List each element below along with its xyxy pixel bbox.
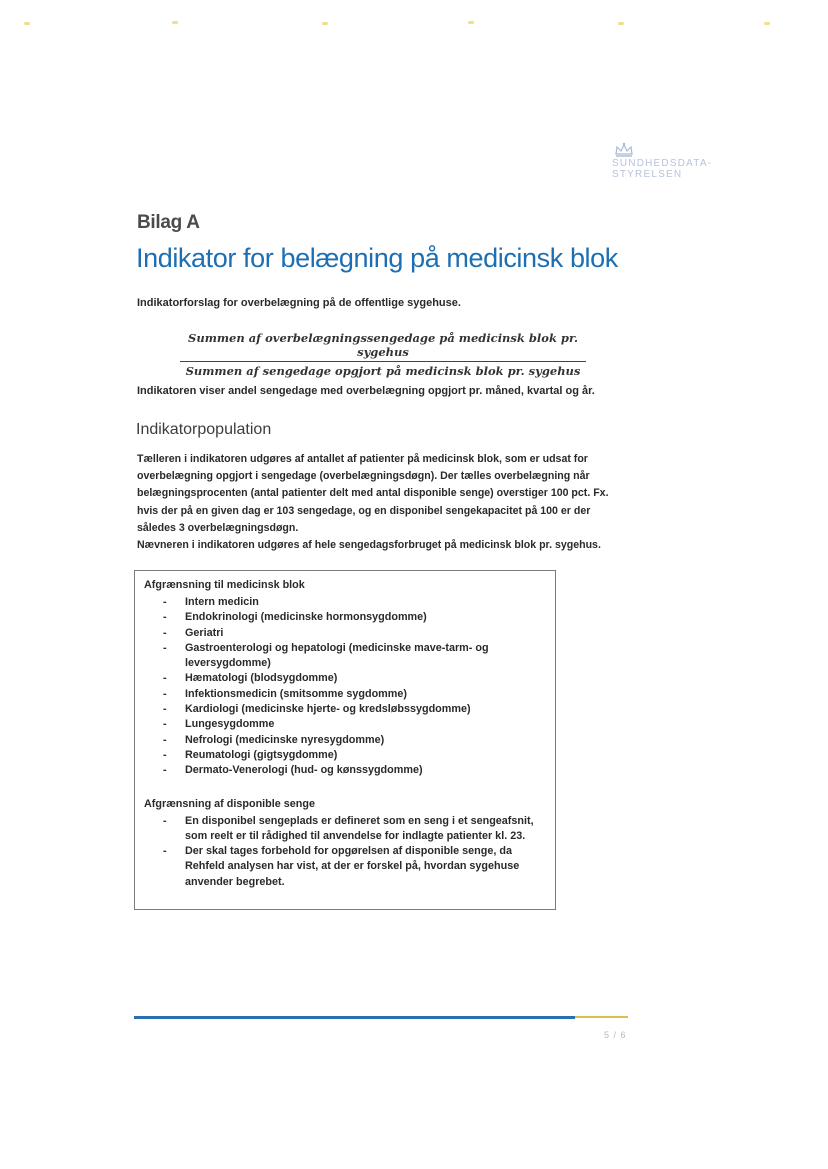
- list-item: - Dermato-Venerologi (hud- og kønssygdomme): [144, 763, 541, 778]
- list-item: - Lungesygdomme: [144, 717, 541, 732]
- scan-speck: [764, 22, 770, 25]
- logo-text-line2: STYRELSEN: [612, 169, 683, 180]
- population-paragraph-denominator: Nævneren i indikatoren udgøres af hele sengedagsforbruget på medicinsk blok pr. sygehus.: [137, 539, 601, 552]
- footer-rule-gold: [575, 1016, 628, 1018]
- list-item: - Kardiologi (medicinske hjerte- og kredsløbssygdomme): [144, 702, 541, 717]
- page-number: 5 / 6: [604, 1030, 627, 1040]
- disponible-senge-heading: Afgrænsning af disponible senge: [144, 797, 315, 810]
- crown-icon: [614, 142, 634, 158]
- list-item: - En disponibel sengeplads er defineret som en seng i et sengeafsnit, som reelt er til rådighed til anvendelse for indlagte patienter kl. 23.: [144, 814, 541, 845]
- indicator-proposal-subhead: Indikatorforslag for overbelægning på de offentlige sygehuse.: [137, 297, 461, 309]
- medicinsk-blok-heading: Afgrænsning til medicinsk blok: [144, 579, 305, 591]
- indicator-description: Indikatoren viser andel sengedage med overbelægning opgjort pr. måned, kvartal og år.: [137, 385, 595, 397]
- list-item: - Infektionsmedicin (smitsomme sygdomme): [144, 687, 541, 702]
- list-item: - Der skal tages forbehold for opgørelsen af disponible senge, da Rehfeld analysen har vist, at der er forskel på, hvordan sygehuse anvender begrebet.: [144, 844, 541, 890]
- population-text: [137, 451, 632, 554]
- list-item: - Geriatri: [144, 626, 541, 641]
- list-item: - Intern medicin: [144, 595, 541, 610]
- page-title: Indikator for belægning på medicinsk blok: [136, 243, 618, 273]
- disponible-senge-list: [144, 814, 541, 890]
- indicator-formula: [180, 331, 586, 378]
- medicinsk-blok-list: [144, 595, 541, 779]
- scan-speck: [618, 22, 624, 25]
- list-item: - Hæmatologi (blodsygdomme): [144, 671, 541, 686]
- list-item: - Endokrinologi (medicinske hormonsygdomme): [144, 610, 541, 625]
- scan-speck: [468, 21, 474, 24]
- logo-text-line1: SUNDHEDSDATA-: [612, 158, 713, 169]
- scan-speck: [322, 22, 328, 25]
- footer-rule-blue: [134, 1016, 575, 1019]
- list-item: - Gastroenterologi og hepatologi (medicinske mave-tarm- og leversygdomme): [144, 641, 541, 672]
- population-heading: Indikatorpopulation: [136, 421, 272, 438]
- sundhedsdatastyrelsen-logo: [612, 142, 722, 180]
- formula-denominator: Summen af sengedage opgjort på medicinsk blok pr. sygehus: [185, 364, 581, 378]
- scan-speck: [24, 22, 30, 25]
- formula-numerator: Summen af overbelægningssengedage på medicinsk blok pr. sygehus: [180, 331, 586, 362]
- delimitation-box: [134, 570, 556, 910]
- list-item: - Reumatologi (gigtsygdomme): [144, 748, 541, 763]
- population-paragraph-numerator: Tælleren i indikatoren udgøres af antallet af patienter på medicinsk blok, som er udsat for overbelægning opgjort i sengedage (overbelægningsdøgn). Der tælles overbelægning når belægningsprocenten (antal patienter delt med antal disponible senge) overstiger 100 pct. Fx. hvis der på en given dag er 103 sengedage, og en disponibel sengekapacitet på 100 er der således 3 overbelægningsdøgn.: [137, 453, 609, 534]
- appendix-label: Bilag A: [137, 212, 200, 233]
- list-item: - Nefrologi (medicinske nyresygdomme): [144, 733, 541, 748]
- scan-speck: [172, 21, 178, 24]
